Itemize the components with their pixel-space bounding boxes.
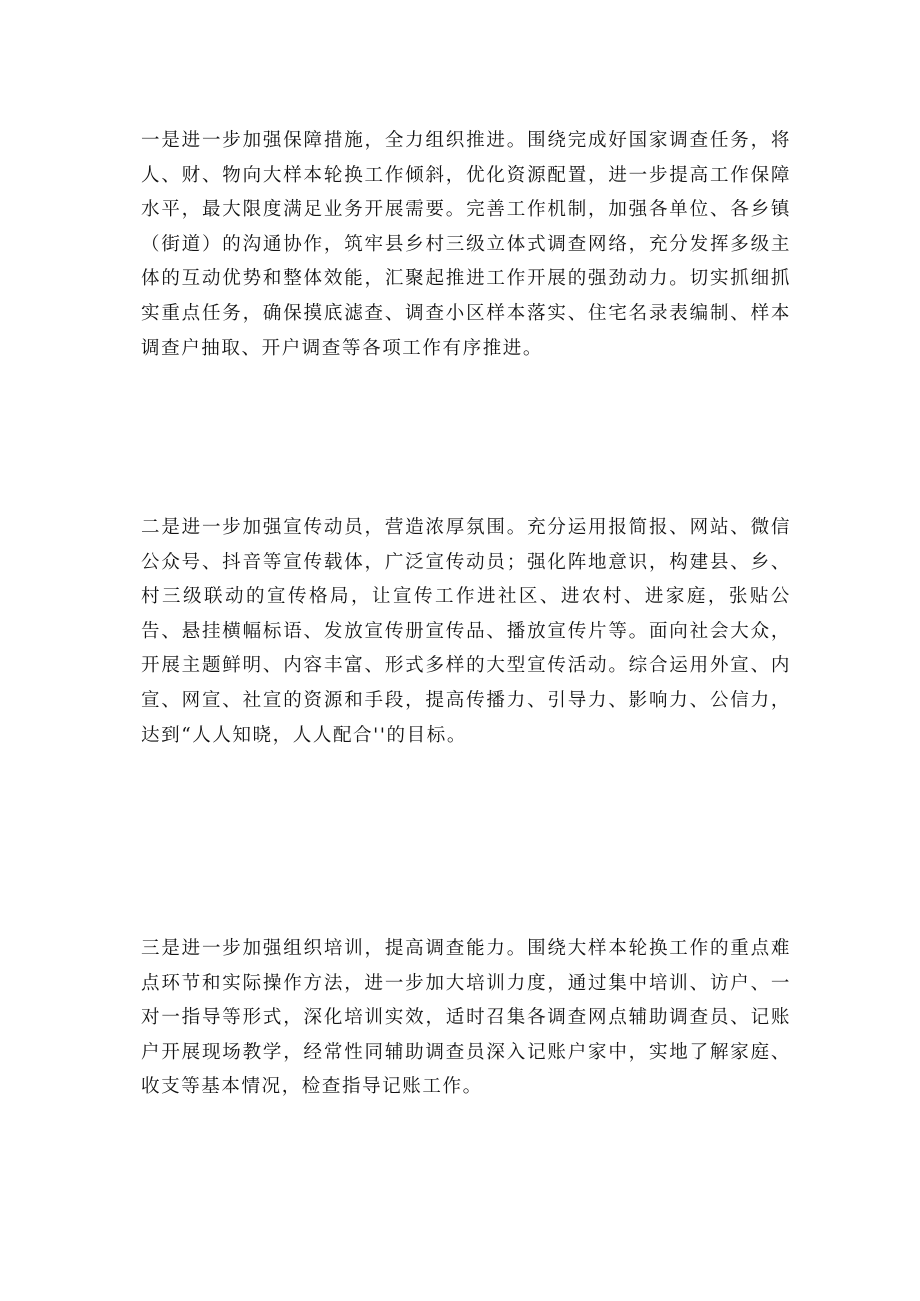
paragraph-publicity-mobilization: 二是进一步加强宣传动员，营造浓厚氛围。充分运用报简报、网站、微信公众号、抖音等宣传载体，广泛宣传动员；强化阵地意识，构建县、乡、村三级联动的宣传格局，让宣传工作进社区、进农村、进家庭，张贴公告、悬挂横幅标语、发放宣传册宣传品、播放宣传片等。面向社会大众，开展主题鲜明、内容丰富、形式多样的大型宣传活动。综合运用外宣、内宣、网宣、社宣的资源和手段，提高传播力、引导力、影响力、公信力，达到“人人知晓，人人配合''的目标。 [141,517,791,746]
paragraph-organization-training: 三是进一步加强组织培训，提高调查能力。围绕大样本轮换工作的重点难点环节和实际操作方法，进一步加大培训力度，通过集中培训、访户、一对一指导等形式，深化培训实效，适时召集各调查网点辅助调查员、记账户开展现场教学，经常性同辅助调查员深入记账户家中，实地了解家庭、收支等基本情况，检查指导记账工作。 [141,938,791,1098]
paragraph-guarantee-measures: 一是进一步加强保障措施，全力组织推进。围绕完成好国家调查任务，将人、财、物向大样本轮换工作倾斜，优化资源配置，进一步提高工作保障水平，最大限度满足业务开展需要。完善工作机制，加强各单位、各乡镇（街道）的沟通协作，筑牢县乡村三级立体式调查网络，充分发挥多级主体的互动优势和整体效能，汇聚起推进工作开展的强劲动力。切实抓细抓实重点任务，确保摸底滤查、调查小区样本落实、住宅名录表编制、样本调查户抽取、开户调查等各项工作有序推进。 [141,130,791,359]
